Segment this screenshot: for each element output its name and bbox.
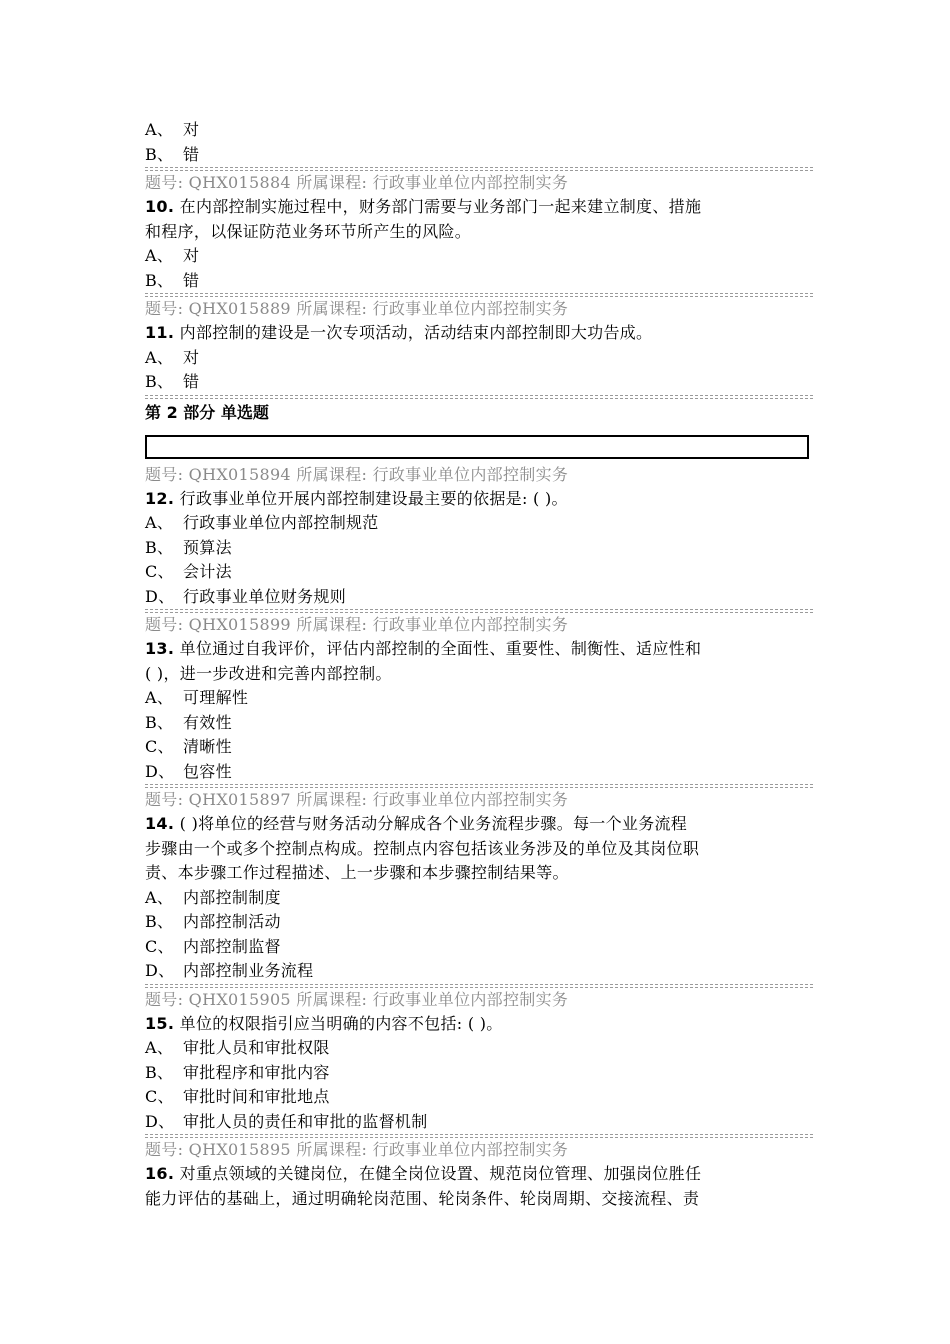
question-meta: 题号: QHX015884 所属课程: 行政事业单位内部控制实务	[145, 173, 569, 192]
question-number: 16.	[145, 1164, 175, 1183]
option-d: D、 内部控制业务流程	[145, 961, 314, 980]
option-b: B、 有效性	[145, 712, 232, 732]
question-meta: 题号: QHX015889 所属课程: 行政事业单位内部控制实务	[145, 299, 569, 318]
question-meta: 题号: QHX015899 所属课程: 行政事业单位内部控制实务	[145, 615, 569, 634]
question-number: 10.	[145, 197, 175, 216]
option-c: C、 清晰性	[145, 737, 232, 756]
top-options	[145, 118, 813, 167]
question-text: 13. 单位通过自我评价，评估内部控制的全面性、重要性、制衡性、适应性和 ( )，进一步改进和完善内部控制。	[145, 639, 702, 683]
option-d: D、 审批人员的责任和审批的监督机制	[145, 1111, 428, 1131]
question-text: 12. 行政事业单位开展内部控制建设最主要的依据是: ( )。	[145, 488, 568, 508]
question-text: 16. 对重点领域的关键岗位，在健全岗位设置、规范岗位管理、加强岗位胜任 能力评估的基础上，通过明确轮岗范围、轮岗条件、轮岗周期、交接流程、责	[145, 1164, 702, 1208]
option-b: B、 预算法	[145, 537, 232, 557]
option-b: B、 审批程序和审批内容	[145, 1062, 330, 1082]
option-d: D、 包容性	[145, 761, 232, 781]
option-a: A、 对	[145, 246, 200, 265]
option-b: B、 错	[145, 270, 200, 290]
question-number: 14.	[145, 814, 175, 833]
section-title: 第 2 部分 单选题	[145, 402, 269, 422]
option-b: B、 错	[145, 144, 200, 164]
question-meta: 题号: QHX015895 所属课程: 行政事业单位内部控制实务	[145, 1140, 569, 1159]
option-c: C、 内部控制监督	[145, 936, 281, 956]
question-text: 15. 单位的权限指引应当明确的内容不包括: ( )。	[145, 1013, 503, 1033]
question-text: 11. 内部控制的建设是一次专项活动，活动结束内部控制即大功告成。	[145, 323, 653, 342]
empty-box	[145, 435, 809, 459]
document-page	[145, 118, 813, 1211]
option-c: C、 审批时间和审批地点	[145, 1087, 330, 1106]
question-meta: 题号: QHX015897 所属课程: 行政事业单位内部控制实务	[145, 790, 569, 809]
option-a: A、 内部控制制度	[145, 887, 281, 907]
question-number: 15.	[145, 1013, 175, 1033]
option-a: A、 对	[145, 120, 200, 139]
option-b: B、 错	[145, 372, 200, 391]
question-number: 12.	[145, 488, 175, 508]
option-a: A、 可理解性	[145, 688, 249, 707]
option-a: A、 对	[145, 347, 200, 367]
question-number: 13.	[145, 639, 175, 658]
option-d: D、 行政事业单位财务规则	[145, 586, 347, 606]
question-text: 10. 在内部控制实施过程中，财务部门需要与业务部门一起来建立制度、措施 和程序，以保证防范业务环节所产生的风险。	[145, 197, 702, 241]
option-c: C、 会计法	[145, 562, 232, 581]
option-a: A、 审批人员和审批权限	[145, 1038, 330, 1057]
question-meta: 题号: QHX015894 所属课程: 行政事业单位内部控制实务	[145, 464, 569, 484]
option-b: B、 内部控制活动	[145, 912, 281, 931]
question-meta: 题号: QHX015905 所属课程: 行政事业单位内部控制实务	[145, 989, 569, 1009]
question-text: 14. ( )将单位的经营与财务活动分解成各个业务流程步骤。每一个业务流程 步骤由一个或多个控制点构成。控制点内容包括该业务涉及的单位及其岗位职 责、本步骤工作过程描述、上一步骤和本步骤控制结果等。	[145, 814, 700, 882]
option-a: A、 行政事业单位内部控制规范	[145, 513, 379, 532]
question-number: 11.	[145, 323, 175, 342]
